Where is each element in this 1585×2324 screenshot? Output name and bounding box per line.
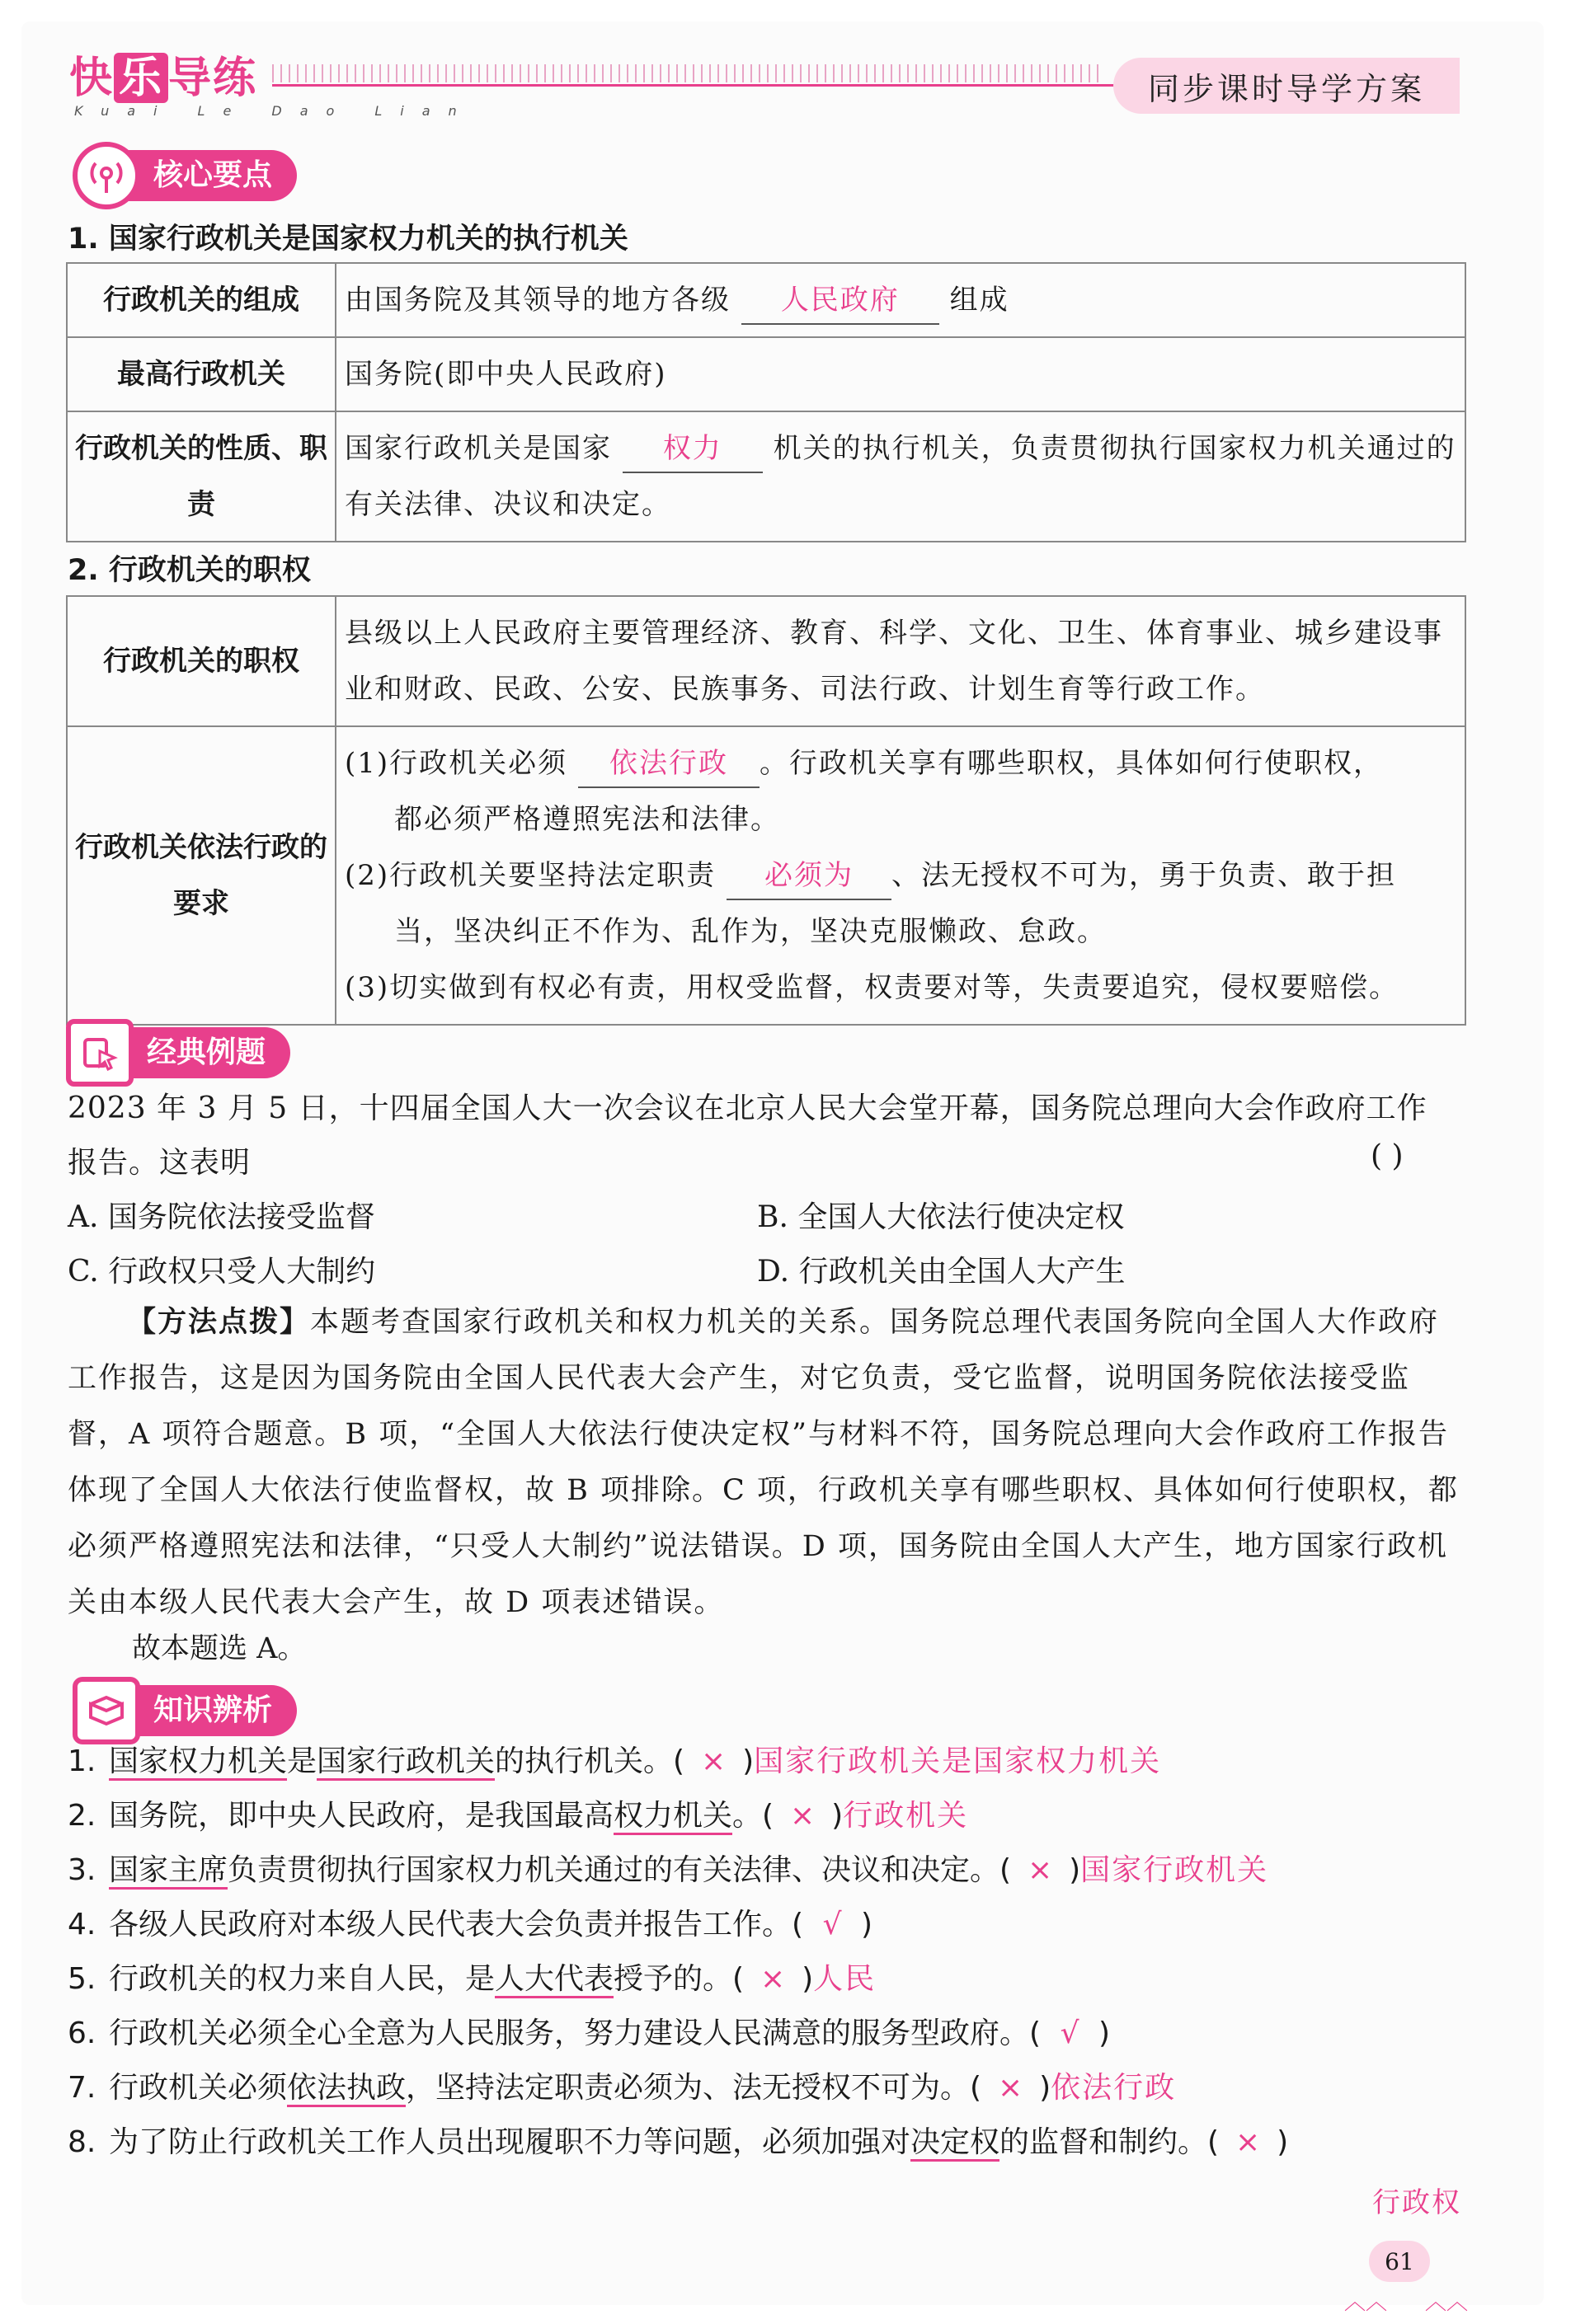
section-analysis-label: 知识辨析 bbox=[122, 1685, 297, 1736]
analysis-item bbox=[68, 1738, 1161, 1780]
requirement-2: (2)行政机关要坚持法定职责 必须为 、法无授权不可为，勇于负责、敢于担 bbox=[345, 847, 1456, 904]
analysis-underlined: 国家行政机关 bbox=[317, 1744, 495, 1781]
analysis-underlined: 决定权 bbox=[910, 2125, 999, 2162]
analysis-correction: 国家行政机关是国家权力机关 bbox=[754, 1744, 1162, 1778]
table-executive-organs bbox=[66, 262, 1466, 542]
section-core-label: 核心要点 bbox=[122, 150, 297, 201]
analysis-number: 1. bbox=[68, 1744, 96, 1778]
answer-blank: 人民政府 bbox=[741, 277, 939, 325]
requirement-2-cont: 当，坚决纠正不作为、乱作为，坚决克服懒政、怠政。 bbox=[394, 915, 1107, 948]
analysis-text: ) bbox=[1069, 1853, 1081, 1887]
header-decoration bbox=[272, 64, 1105, 82]
section-example-label: 经典例题 bbox=[115, 1027, 290, 1078]
judgement-mark: × bbox=[760, 1962, 786, 1996]
analysis-item bbox=[68, 1847, 1268, 1889]
analysis-text: 的执行机关。( bbox=[495, 1744, 685, 1778]
analysis-text: 行政机关必须 bbox=[109, 2071, 288, 2105]
analysis-underlined: 国家主席 bbox=[109, 1853, 228, 1890]
analysis-item bbox=[68, 2119, 1288, 2161]
pointer-icon bbox=[66, 1019, 134, 1087]
analysis-text: 为了防止行政机关工作人员出现履职不力等问题，必须加强对 bbox=[109, 2125, 911, 2159]
option-c: C. 行政权只受人大制约 bbox=[68, 1255, 376, 1289]
analysis-number: 4. bbox=[68, 1908, 96, 1941]
table-row bbox=[67, 411, 1465, 542]
option-b: B. 全国人大依法行使决定权 bbox=[757, 1200, 1125, 1234]
option-a: A. 国务院依法接受监督 bbox=[68, 1200, 375, 1234]
answer-blank: 权力 bbox=[623, 425, 763, 473]
analysis-text: 负责贯彻执行国家权力机关通过的有关法律、决议和决定。( bbox=[228, 1853, 1012, 1887]
analysis-text: ) bbox=[1098, 2016, 1111, 2050]
analysis-correction: 国家行政机关 bbox=[1080, 1853, 1269, 1887]
row-key: 行政机关依法行政的要求 bbox=[67, 726, 336, 1025]
analysis-text: ) bbox=[861, 1908, 873, 1941]
analysis-number: 8. bbox=[68, 2125, 96, 2159]
analysis-text: ) bbox=[1039, 2071, 1051, 2105]
series-title: 同步课时导学方案 bbox=[1113, 58, 1460, 114]
broadcast-icon bbox=[73, 142, 140, 209]
analysis-text: ，坚持法定职责必须为、法无授权不可为。( bbox=[406, 2071, 982, 2105]
answer-blank: 必须为 bbox=[727, 852, 891, 900]
analysis-text: ) bbox=[831, 1799, 844, 1833]
requirement-1-cont: 都必须严格遵照宪法和法律。 bbox=[394, 803, 780, 836]
row-value: 国家行政机关是国家 权力 机关的执行机关，负责贯彻执行国家权力机关通过的有关法律、决议和决定。 bbox=[336, 411, 1465, 542]
row-value: 国务院(即中央人民政府) bbox=[336, 337, 1465, 411]
analysis-text: 是 bbox=[287, 1744, 317, 1778]
chevron-left-icon: ︿︿ bbox=[1344, 2290, 1388, 2315]
analysis-number: 3. bbox=[68, 1853, 96, 1887]
judgement-mark: × bbox=[1235, 2125, 1261, 2159]
analysis-text: 国务院，即中央人民政府，是我国最高 bbox=[109, 1799, 614, 1833]
row-key: 行政机关的性质、职责 bbox=[67, 411, 336, 542]
analysis-underlined: 权力机关 bbox=[614, 1799, 732, 1835]
judgement-mark: × bbox=[789, 1799, 816, 1833]
section-core-badge bbox=[73, 142, 297, 209]
requirement-3: (3)切实做到有权必有责，用权受监督，权责要对等，失责要追究，侵权要赔偿。 bbox=[345, 971, 1399, 1004]
table-executive-powers bbox=[66, 595, 1466, 1026]
analysis-text: 的监督和制约。( bbox=[999, 2125, 1220, 2159]
requirement-1: (1)行政机关必须 依法行政 。行政机关享有哪些职权，具体如何行使职权， bbox=[345, 735, 1456, 791]
method-text: 本题考查国家行政机关和权力机关的关系。国务院总理代表国务院向全国人大作政府工作报告，这是因为国务院由全国人民代表大会产生，对它负责，受它监督，说明国务院依法接受监督，A 项符合题意。B 项，“全国人大依法行使决定权”与材料不符，国务院总理向大会作政府工作报告体现了全国人大依法行使监督权，故 B 项排除。C 项，行政机关享有哪些职权、具体如何行使职权，都必须严格遵照宪法和法律，“只受人大制约”说法错误。D 项，国务院由全国人大产生，地方国家行政机关由本级人民代表大会产生，故 D 项表述错误。 bbox=[68, 1306, 1459, 1619]
question-line-2: 报告。这表明 bbox=[68, 1146, 252, 1180]
row-value bbox=[336, 726, 1465, 1025]
judgement-mark: √ bbox=[1060, 2016, 1079, 2050]
core-heading-2: 2. 行政机关的职权 bbox=[68, 554, 311, 587]
section-example-badge bbox=[66, 1019, 290, 1087]
judgement-mark: × bbox=[1027, 1853, 1053, 1887]
answer-paren: ( ) bbox=[1371, 1139, 1404, 1173]
table-row bbox=[67, 726, 1465, 1025]
analysis-number: 7. bbox=[68, 2071, 96, 2105]
chevron-right-icon: ︿︿ bbox=[1425, 2290, 1469, 2315]
analysis-8-correction: 行政权 bbox=[1372, 2186, 1461, 2219]
analysis-correction: 人民 bbox=[813, 1962, 877, 1996]
analysis-correction: 行政机关 bbox=[843, 1799, 969, 1833]
brand-pinyin: Kuai Le Dao Lian bbox=[74, 103, 475, 119]
option-d: D. 行政机关由全国人大产生 bbox=[757, 1255, 1126, 1289]
analysis-text: ) bbox=[742, 1744, 755, 1778]
section-analysis-badge bbox=[73, 1677, 297, 1744]
analysis-item bbox=[68, 2064, 1176, 2106]
analysis-text: 各级人民政府对本级人民代表大会负责并报告工作。( bbox=[109, 1908, 804, 1941]
analysis-item bbox=[68, 1792, 968, 1834]
analysis-underlined: 国家权力机关 bbox=[109, 1744, 287, 1781]
analysis-text: 行政机关的权力来自人民，是 bbox=[109, 1962, 496, 1996]
method-tip bbox=[68, 1294, 1470, 1631]
analysis-underlined: 依法执政 bbox=[287, 2071, 406, 2107]
table-row bbox=[67, 596, 1465, 726]
row-value: 由国务院及其领导的地方各级 人民政府 组成 bbox=[336, 263, 1465, 337]
answer-statement: 故本题选 A。 bbox=[132, 1632, 307, 1665]
table-row bbox=[67, 263, 1465, 337]
judgement-mark: × bbox=[997, 2071, 1023, 2105]
method-label: 【方法点拨】 bbox=[127, 1306, 311, 1339]
analysis-text: ) bbox=[1277, 2125, 1289, 2159]
row-key: 行政机关的职权 bbox=[67, 596, 336, 726]
analysis-item bbox=[68, 2010, 1110, 2052]
analysis-correction: 依法行政 bbox=[1051, 2071, 1177, 2105]
row-key: 行政机关的组成 bbox=[67, 263, 336, 337]
analysis-text: 授予的。( bbox=[614, 1962, 745, 1996]
answer-blank: 依法行政 bbox=[578, 740, 760, 788]
book-icon bbox=[73, 1677, 140, 1744]
analysis-underlined: 人大代表 bbox=[495, 1962, 614, 1998]
brand-title: 快 乐 导练 bbox=[69, 53, 258, 103]
analysis-number: 2. bbox=[68, 1799, 96, 1833]
analysis-number: 5. bbox=[68, 1962, 96, 1996]
question-line-1: 2023 年 3 月 5 日，十四届全国人大一次会议在北京人民大会堂开幕，国务院总理向大会作政府工作 bbox=[68, 1092, 1427, 1125]
row-value: 县级以上人民政府主要管理经济、教育、科学、文化、卫生、体育事业、城乡建设事业和财政、民政、公安、民族事务、司法行政、计划生育等行政工作。 bbox=[336, 596, 1465, 726]
core-heading-1: 1. 国家行政机关是国家权力机关的执行机关 bbox=[68, 223, 628, 256]
judgement-mark: √ bbox=[822, 1908, 842, 1941]
judgement-mark: × bbox=[701, 1744, 727, 1778]
analysis-text: 。( bbox=[732, 1799, 774, 1833]
row-key: 最高行政机关 bbox=[67, 337, 336, 411]
analysis-item bbox=[68, 1901, 872, 1943]
analysis-number: 6. bbox=[68, 2016, 96, 2050]
table-row bbox=[67, 337, 1465, 411]
analysis-text: 行政机关必须全心全意为人民服务，努力建设人民满意的服务型政府。( bbox=[109, 2016, 1042, 2050]
analysis-text: ) bbox=[802, 1962, 814, 1996]
analysis-item bbox=[68, 1955, 876, 1998]
page-number: 61 bbox=[1369, 2241, 1430, 2282]
